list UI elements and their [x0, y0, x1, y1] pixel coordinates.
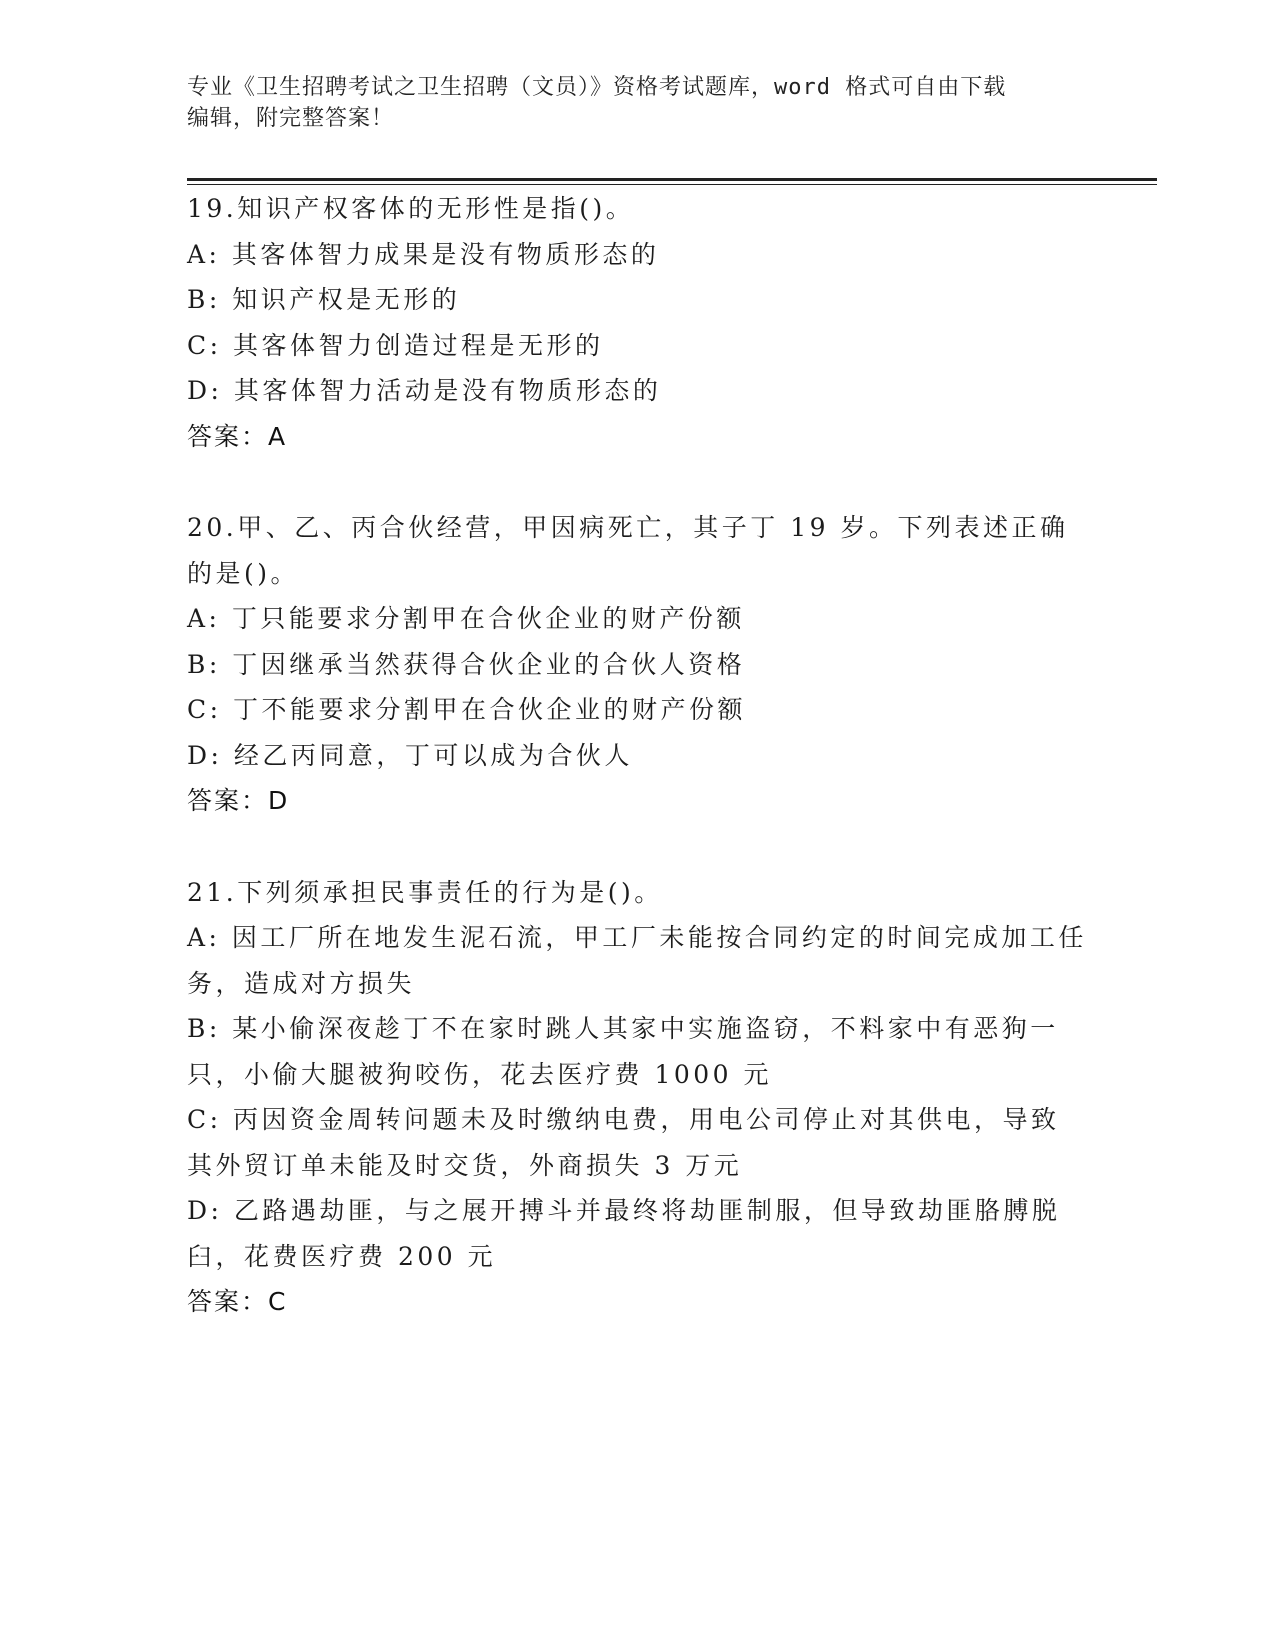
answer-line: 答案：D — [187, 786, 290, 815]
header-divider-thick — [187, 178, 1157, 181]
option-b: B: 知识产权是无形的 — [187, 285, 461, 314]
option-c: C: 其客体智力创造过程是无形的 — [187, 330, 604, 360]
header-line-1: 专业《卫生招聘考试之卫生招聘（文员）》资格考试题库，word 格式可自由下载 — [187, 75, 1007, 100]
question-stem: 21.下列须承担民事责任的行为是()。 — [187, 877, 663, 907]
option-b: B: 某小偷深夜趁丁不在家时跳人其家中实施盗窃，不料家中有恶狗一只，小偷大腿被狗咬伤，花去医疗费 1000 元 — [187, 1014, 1059, 1089]
header-line-2: 编辑，附完整答案！ — [187, 106, 395, 131]
option-d: D: 经乙丙同意，丁可以成为合伙人 — [187, 740, 633, 770]
question-20 — [187, 505, 1087, 824]
option-d: D: 其客体智力活动是没有物质形态的 — [187, 376, 662, 405]
option-a: A: 其客体智力成果是没有物质形态的 — [187, 239, 660, 269]
document-header — [187, 72, 1067, 134]
answer-line: 答案：A — [187, 421, 288, 451]
question-19 — [187, 186, 1087, 459]
header-divider-thin — [187, 184, 1157, 185]
option-b: B: 丁因继承当然获得合伙企业的合伙人资格 — [187, 649, 746, 679]
question-stem: 19.知识产权客体的无形性是指()。 — [187, 194, 635, 223]
question-21 — [187, 870, 1087, 1325]
option-a: A: 因工厂所在地发生泥石流，甲工厂未能按合同约定的时间完成加工任务，造成对方损失 — [187, 923, 1087, 998]
option-c: C: 丁不能要求分割甲在合伙企业的财产份额 — [187, 695, 746, 724]
option-d: D: 乙路遇劫匪，与之展开搏斗并最终将劫匪制服，但导致劫匪胳膊脱臼，花费医疗费 200 元 — [187, 1196, 1061, 1271]
option-c: C: 丙因资金周转问题未及时缴纳电费，用电公司停止对其供电，导致其外贸订单未能及时交货，外商损失 3 万元 — [187, 1105, 1060, 1180]
option-a: A: 丁只能要求分割甲在合伙企业的财产份额 — [187, 604, 745, 633]
answer-line: 答案：C — [187, 1287, 288, 1316]
question-stem: 20.甲、乙、丙合伙经营，甲因病死亡，其子丁 19 岁。下列表述正确的是()。 — [187, 513, 1069, 588]
question-list — [187, 186, 1087, 1325]
